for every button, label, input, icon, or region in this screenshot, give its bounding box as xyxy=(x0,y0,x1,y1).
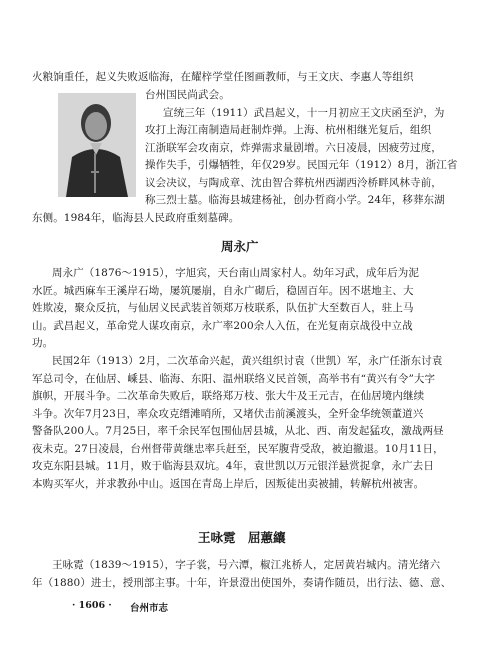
text-line: 王咏霓（1839～1915），字子裳，号六潭，椒江兆桥人，定居黄岩城内。清光绪六 xyxy=(52,559,441,571)
text-line: 旗帜，开展斗争。二次革命失败后，联络郑万枝、张大牛及王元吉，在仙居境内继续 xyxy=(32,390,425,402)
section-title: 王咏霓 屈蕙纕 xyxy=(198,530,286,545)
text-line: 东侧。1984年，临海县人民政府重刻墓碑。 xyxy=(32,212,240,224)
text-line: 宣统三年（1911）武昌起义，十一月初应王文庆函至沪，为 xyxy=(163,107,445,119)
text-line: 斗争。次年7月23日，率众攻克缙滩哨所，又堵伏击前溪渡头，全歼金华统领董道兴 xyxy=(32,408,424,420)
text-line: 江浙联军会攻南京，炸弹需求量剧增。六日凌晨，因疲劳过度， xyxy=(145,142,442,154)
text-line: 夜未克。27日凌晨，台州督带黄继忠率兵赶至，民军腹背受敌，被迫撤退。10月11日， xyxy=(32,443,444,455)
text-line: 攻克东阳县城。11月，败于临海县双坑。4年，袁世凯以万元银洋悬赏捉拿，永广去日 xyxy=(32,460,434,472)
text-line: 年（1880）进士，授刑部主事。十年，许景澄出使国外，奏请作随员，出行法、德、意、 xyxy=(32,577,452,589)
text-line: 水匠。城西麻车王溪岸石坳，屡筑屡崩，自永广砌后，稳固百年。因不堪地主、大 xyxy=(32,285,414,297)
text-line: 称三烈士墓。临海县城建杨祉，创办哲商小学。24年，移葬东湖 xyxy=(145,194,445,206)
text-line: 攻打上海江南制造局赶制炸弹。上海、杭州相继光复后，组织 xyxy=(145,124,432,136)
text-line: 姓欺凌，聚众反抗，与仙居义民武装首领郑万枝联系，队伍扩大至数百人，驻上马 xyxy=(32,302,414,314)
portrait-photo xyxy=(58,93,136,197)
text-line: 山。武昌起义，革命党人谋攻南京，永广率200余人入伍，在光复南京战役中立战 xyxy=(32,320,413,332)
text-line: 周永广（1876～1915），字旭宾，天台南山周家村人。幼年习武，成年后为泥 xyxy=(52,267,419,279)
text-line: 台州国民尚武会。 xyxy=(145,89,230,101)
text-line: 火粮饷重任，起义失败返临海，在耀梓学堂任图画教师，与王文庆、李惠人等组织 xyxy=(32,71,414,83)
page-number: · 1606 · xyxy=(72,600,112,611)
text-line: 警备队200人。7月25日，率千余民军包围仙居县城，从北、西、南发起猛攻，激战两昼 xyxy=(32,425,444,437)
text-line: 军总司令，在仙居、嵊县、临海、东阳、温州联络义民首领，高举书有“黄兴有令”大字 xyxy=(32,373,436,385)
text-line: 议会决议，与陶成章、沈由智合葬杭州西湖西泠桥畔风林寺前， xyxy=(145,177,442,189)
text-line: 功。 xyxy=(32,337,54,349)
book-title: 台州市志 xyxy=(130,603,169,614)
text-line: 本购买军火，并求教孙中山。返国在青岛上岸后，因叛徒出卖被捕，转解杭州被害。 xyxy=(32,478,425,490)
text-line: 操作失手，引爆牺牲，年仅29岁。民国元年（1912）8月，浙江省 xyxy=(145,159,458,171)
section-title: 周永广 xyxy=(221,239,259,254)
text-line: 民国2年（1913）2月，二次革命兴起，黄兴组织讨袁（世凯）军，永广任浙东讨袁 xyxy=(52,355,443,367)
